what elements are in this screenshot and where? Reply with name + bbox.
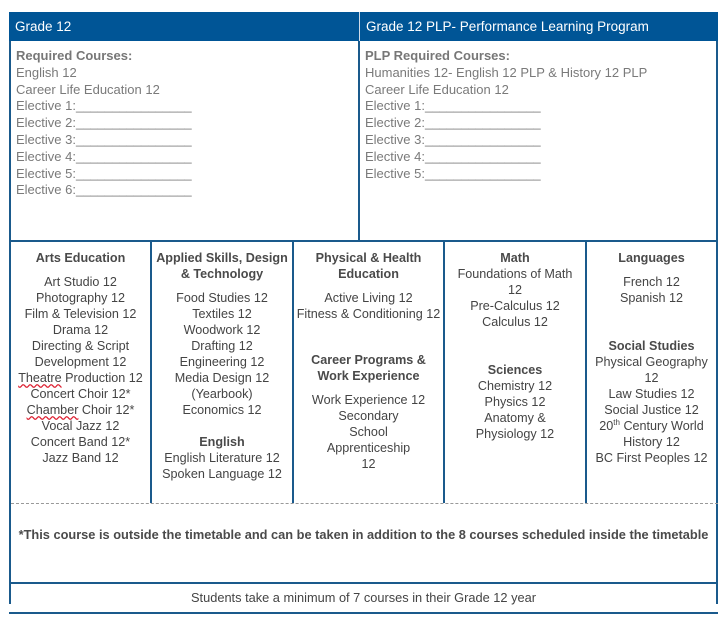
adst-title: Applied Skills, Design & Technology (156, 251, 288, 281)
plp-line: Career Life Education 12 (365, 81, 509, 97)
course-item: Concert Band 12* (30, 435, 131, 449)
spellcheck-word: Chamber (26, 403, 79, 417)
course-item: Physical Geography 12 (595, 355, 708, 385)
course-item: Engineering 12 (179, 355, 265, 369)
course-item: Drama 12 (52, 323, 109, 337)
sciences-title: Sciences (487, 363, 543, 377)
plp-elective-1[interactable]: Elective 1:________________ (365, 98, 541, 114)
plp-elective-4[interactable]: Elective 4:________________ (365, 148, 541, 164)
languages-title: Languages (618, 251, 685, 265)
grade12-elective-1[interactable]: Elective 1:________________ (16, 98, 192, 114)
career-title: Career Programs & Work Experience (311, 353, 426, 383)
course-item: Anatomy & Physiology 12 (475, 411, 555, 441)
grade12-elective-4[interactable]: Elective 4:________________ (16, 148, 192, 164)
footnote: *This course is outside the timetable and can be taken in addition to the 8 courses scheduled inside the timetable (18, 527, 709, 542)
plp-elective-2[interactable]: Elective 2:________________ (365, 115, 541, 131)
course-item: Chemistry 12 (477, 379, 553, 393)
section-divider (9, 240, 718, 242)
course-item: Law Studies 12 (608, 387, 695, 401)
course-item: English Literature 12 (164, 451, 280, 465)
spacer (445, 330, 585, 362)
grade12-required-box (9, 41, 359, 241)
course-item: Pre-Calculus 12 (470, 299, 560, 313)
course-item: Textiles 12 (192, 307, 252, 321)
plp-elective-3[interactable]: Elective 3:________________ (365, 131, 541, 147)
social-studies-title: Social Studies (608, 339, 695, 353)
grade12-elective-2[interactable]: Elective 2:________________ (16, 115, 192, 131)
course-item: Jazz Band 12 (42, 451, 119, 465)
course-item: Vocal Jazz 12 (41, 419, 120, 433)
plp-line: Humanities 12- English 12 PLP & History 12 PLP (365, 64, 648, 80)
spacer (152, 418, 292, 434)
spacer (587, 306, 716, 338)
course-item: Art Studio 12 (44, 275, 117, 289)
arts-title: Arts Education (35, 251, 126, 265)
course-item: Media Design 12 (Yearbook) (174, 371, 270, 401)
math-title: Math (500, 251, 530, 265)
grade12-line: English 12 (16, 64, 77, 80)
course-item (11, 402, 150, 418)
course-item: Fitness & Conditioning 12 (296, 307, 441, 321)
course-item: Spanish 12 (619, 291, 684, 305)
phe-column (294, 243, 443, 503)
phe-title: Physical & Health Education (315, 251, 422, 281)
course-item (587, 418, 716, 450)
course-item: Drafting 12 (191, 339, 253, 353)
course-item: Film & Television 12 (24, 307, 137, 321)
course-item: Work Experience 12 (311, 393, 426, 407)
course-item: Photography 12 (36, 291, 125, 305)
minimum-courses-note: Students take a minimum of 7 courses in their Grade 12 year (191, 590, 536, 605)
course-item: Woodwork 12 (183, 323, 261, 337)
adst-column (152, 243, 292, 503)
course-item: Spoken Language 12 (162, 467, 282, 481)
grade12-elective-3[interactable]: Elective 3:________________ (16, 131, 192, 147)
plp-elective-5[interactable]: Elective 5:________________ (365, 165, 541, 181)
grade12-elective-5[interactable]: Elective 5:________________ (16, 165, 192, 181)
course-item: French 12 (623, 275, 680, 289)
course-text: Century World History 12 (619, 419, 704, 449)
math-column (445, 243, 585, 503)
course-item: Active Living 12 (324, 291, 413, 305)
course-item: Concert Choir 12* (30, 387, 131, 401)
course-item: Economics 12 (182, 403, 262, 417)
plp-header: Grade 12 PLP- Performance Learning Program (360, 12, 718, 41)
languages-column (587, 243, 716, 503)
grade12-required-title: Required Courses: (16, 48, 133, 63)
bottom-border (9, 612, 718, 614)
course-item: Calculus 12 (482, 315, 548, 329)
course-item: Directing & Script Development 12 (31, 339, 130, 369)
grade12-header: Grade 12 (9, 12, 359, 41)
course-item: Food Studies 12 (176, 291, 268, 305)
course-item: BC First Peoples 12 (595, 451, 708, 465)
spacer (294, 322, 443, 354)
right-border (716, 241, 718, 604)
course-text: Production 12 (65, 371, 143, 385)
grade12-elective-6[interactable]: Elective 6:________________ (16, 182, 192, 198)
plp-required-title: PLP Required Courses: (365, 48, 510, 63)
spellcheck-word: Theatre (18, 371, 62, 385)
english-title: English (199, 435, 245, 449)
ordinal-suffix: th (613, 417, 620, 427)
course-item (11, 370, 150, 386)
course-item: Secondary School Apprenticeship 12 (326, 409, 411, 471)
grade12-line: Career Life Education 12 (16, 81, 160, 97)
arts-education-column (11, 243, 150, 503)
course-text: 20 (599, 419, 614, 433)
course-text: Choir 12* (81, 403, 135, 417)
course-item: Foundations of Math 12 (457, 267, 573, 297)
course-item: Social Justice 12 (604, 403, 699, 417)
course-item: Physics 12 (484, 395, 546, 409)
plp-required-box (358, 41, 718, 241)
